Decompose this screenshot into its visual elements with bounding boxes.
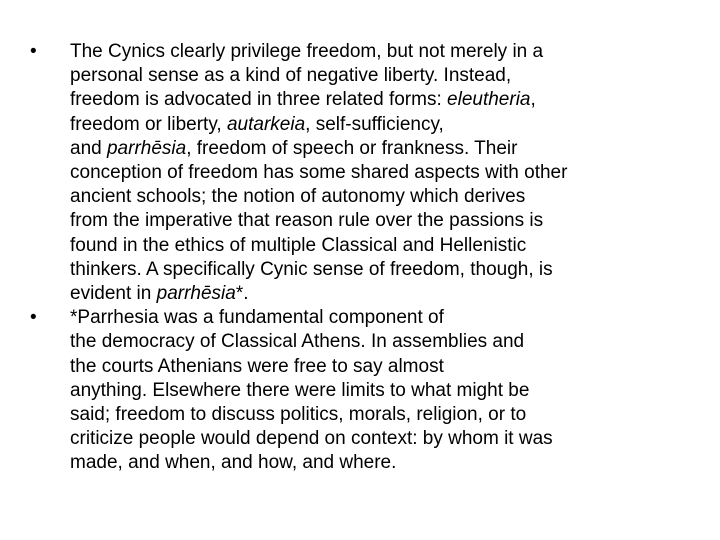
bullet-mark: • <box>30 307 37 329</box>
text-line: made, and when, and how, and where. <box>70 452 397 474</box>
text-line: personal sense as a kind of negative liberty. Instead, <box>70 65 512 87</box>
text-line: the democracy of Classical Athens. In assemblies and <box>70 331 525 353</box>
text-line: anything. Elsewhere there were limits to what might be <box>70 379 530 401</box>
term-autarkeia: autarkeia <box>226 113 306 135</box>
text-line: said; freedom to discuss politics, morals, religion, or to <box>70 404 527 426</box>
term-parrhesia: parrhēsia <box>156 283 236 305</box>
bullet-item-cynic-freedom <box>30 40 705 306</box>
text-line: The Cynics clearly privilege freedom, but not merely in a <box>70 41 544 62</box>
text-line: evident in parrhēsia*. <box>70 283 249 305</box>
text-line: from the imperative that reason rule over the passions is <box>70 210 544 232</box>
text-line: ancient schools; the notion of autonomy which derives <box>70 186 526 208</box>
term-parrhesia: parrhēsia <box>106 137 187 159</box>
term-eleutheria: eleutheria <box>447 89 531 111</box>
text-line: freedom is advocated in three related forms: eleutheria, <box>70 89 536 111</box>
text-line: and parrhēsia, freedom of speech or frankness. Their <box>70 137 518 159</box>
text-line: *Parrhesia was a fundamental component of <box>70 307 444 329</box>
text-line: freedom or liberty, autarkeia, self-sufficiency, <box>70 113 444 135</box>
bullet-item-parrhesia-note <box>30 306 705 475</box>
text-line: conception of freedom has some shared aspects with other <box>70 162 568 184</box>
text-line: found in the ethics of multiple Classical and Hellenistic <box>70 234 527 256</box>
bullet-list <box>30 40 705 476</box>
text-line: criticize people would depend on context: by whom it was <box>70 428 553 450</box>
text-line: thinkers. A specifically Cynic sense of freedom, though, is <box>70 258 553 280</box>
bullet-mark: • <box>30 41 37 62</box>
text-line: the courts Athenians were free to say almost <box>70 355 444 377</box>
